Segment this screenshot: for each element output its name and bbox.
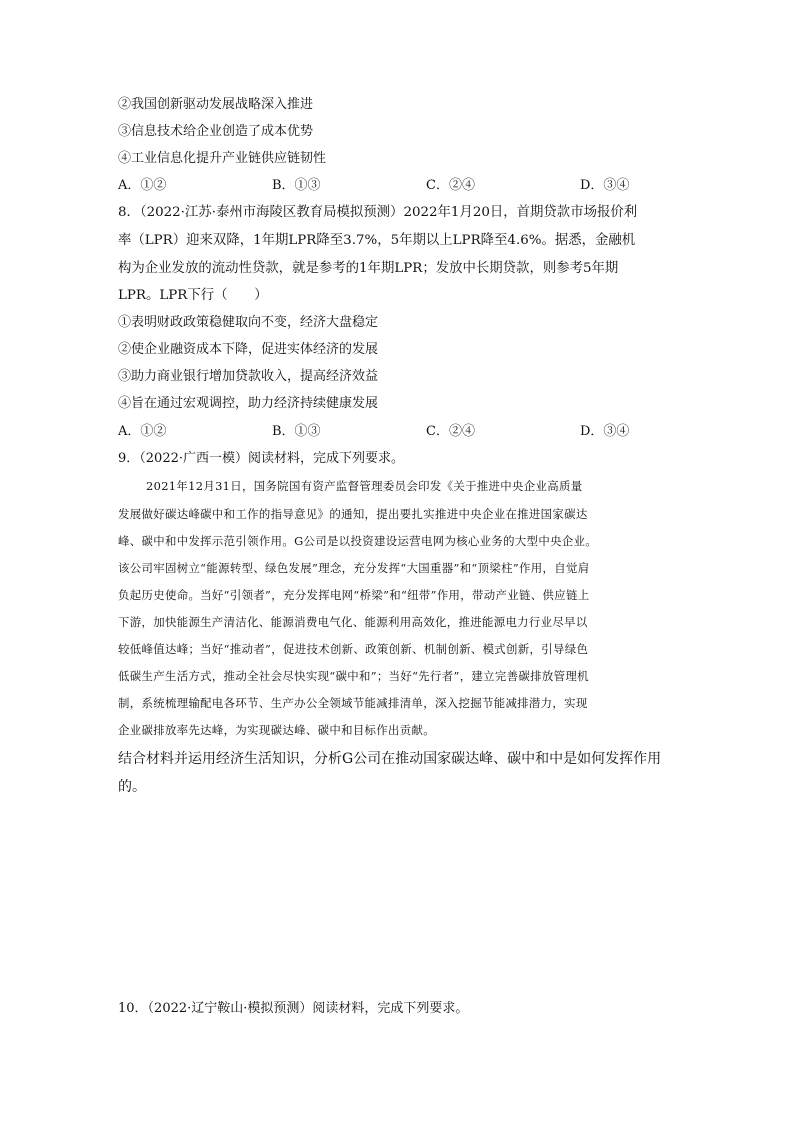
q9-material-line-6: 下游，加快能源生产清洁化、能源消费电气化、能源利用高效化，推进能源电力行业尽早以 xyxy=(118,615,588,629)
q8-item-4: ④旨在通过宏观调控，助力经济持续健康发展 xyxy=(118,396,379,411)
q9-material-line-8: 低碳生产生活方式，推动全社会尽快实现“碳中和”；当好“先行者”，建立完善碳排放管理机 xyxy=(118,669,589,683)
q8-option-b[interactable]: B．①③ xyxy=(272,424,321,439)
q8-option-a[interactable]: A．①② xyxy=(118,424,167,439)
q9-question-line-2: 的。 xyxy=(118,779,146,795)
q7-options xyxy=(118,177,678,195)
q8-stem-line-4: LPR。LPR下行（ ） xyxy=(118,288,268,303)
q7-option-d[interactable]: D．③④ xyxy=(580,178,630,193)
q8-stem-line-2: 率（LPR）迎来双降，1年期LPR降至3.7%，5年期以上LPR降至4.6%。据悉，金融机 xyxy=(118,233,636,248)
q8-stem-line-3: 构为企业发放的流动性贷款，就是参考的1年期LPR；发放中长期贷款，则参考5年期 xyxy=(118,261,619,276)
q8-stem-line-1: 8．（2022·江苏·泰州市海陵区教育局模拟预测）2022年1月20日，首期贷款市场报价利 xyxy=(118,205,638,220)
q8-option-c[interactable]: C．②④ xyxy=(426,424,475,439)
q9-material-line-10: 企业碳排放率先达峰，为实现碳达峰、碳中和目标作出贡献。 xyxy=(118,723,435,737)
q9-material-line-4: 该公司牢固树立“能源转型、绿色发展”理念，充分发挥“大国重器”和“顶梁柱”作用，自觉肩 xyxy=(118,561,590,575)
q8-item-1: ①表明财政政策稳健取向不变，经济大盘稳定 xyxy=(118,315,379,330)
q9-question-line-1: 结合材料并运用经济生活知识，分析G公司在推动国家碳达峰、碳中和中是如何发挥作用 xyxy=(118,751,662,767)
q7-item-4: ④工业信息化提升产业链供应链韧性 xyxy=(118,151,327,166)
q9-stem: 9．（2022·广西一模）阅读材料，完成下列要求。 xyxy=(118,451,404,466)
q9-material-line-7: 较低峰值达峰；当好“推动者”，促进技术创新、政策创新、机制创新、模式创新，引导绿色 xyxy=(118,642,589,656)
q8-item-2: ②使企业融资成本下降，促进实体经济的发展 xyxy=(118,342,379,357)
q8-option-d[interactable]: D．③④ xyxy=(580,424,630,439)
q9-material-line-9: 制，系统梳理输配电各环节、生产办公全领域节能减排清单，深入挖掘节能减排潜力，实现 xyxy=(118,696,588,710)
q8-item-3: ③助力商业银行增加贷款收入，提高经济效益 xyxy=(118,369,379,384)
q9-material-line-1: 2021年12月31日，国务院国有资产监督管理委员会印发《关于推进中央企业高质量 xyxy=(146,479,583,493)
q9-material-line-3: 峰、碳中和中发挥示范引领作用。G公司是以投资建设运营电网为核心业务的大型中央企业。 xyxy=(118,534,598,548)
q10-stem: 10．（2022·辽宁鞍山·模拟预测）阅读材料，完成下列要求。 xyxy=(118,1001,469,1016)
q7-item-2: ②我国创新驱动发展战略深入推进 xyxy=(118,97,314,112)
q9-material-line-2: 发展做好碳达峰碳中和工作的指导意见》的通知，提出要扎实推进中央企业在推进国家碳达 xyxy=(118,507,588,521)
q9-material-line-5: 负起历史使命。当好“引领者”，充分发挥电网“桥梁”和“纽带”作用，带动产业链、供应链上 xyxy=(118,588,590,602)
q7-option-c[interactable]: C．②④ xyxy=(426,178,475,193)
q7-option-a[interactable]: A．①② xyxy=(118,178,167,193)
q7-item-3: ③信息技术给企业创造了成本优势 xyxy=(118,124,314,139)
q7-option-b[interactable]: B．①③ xyxy=(272,178,321,193)
q8-options xyxy=(118,423,678,441)
